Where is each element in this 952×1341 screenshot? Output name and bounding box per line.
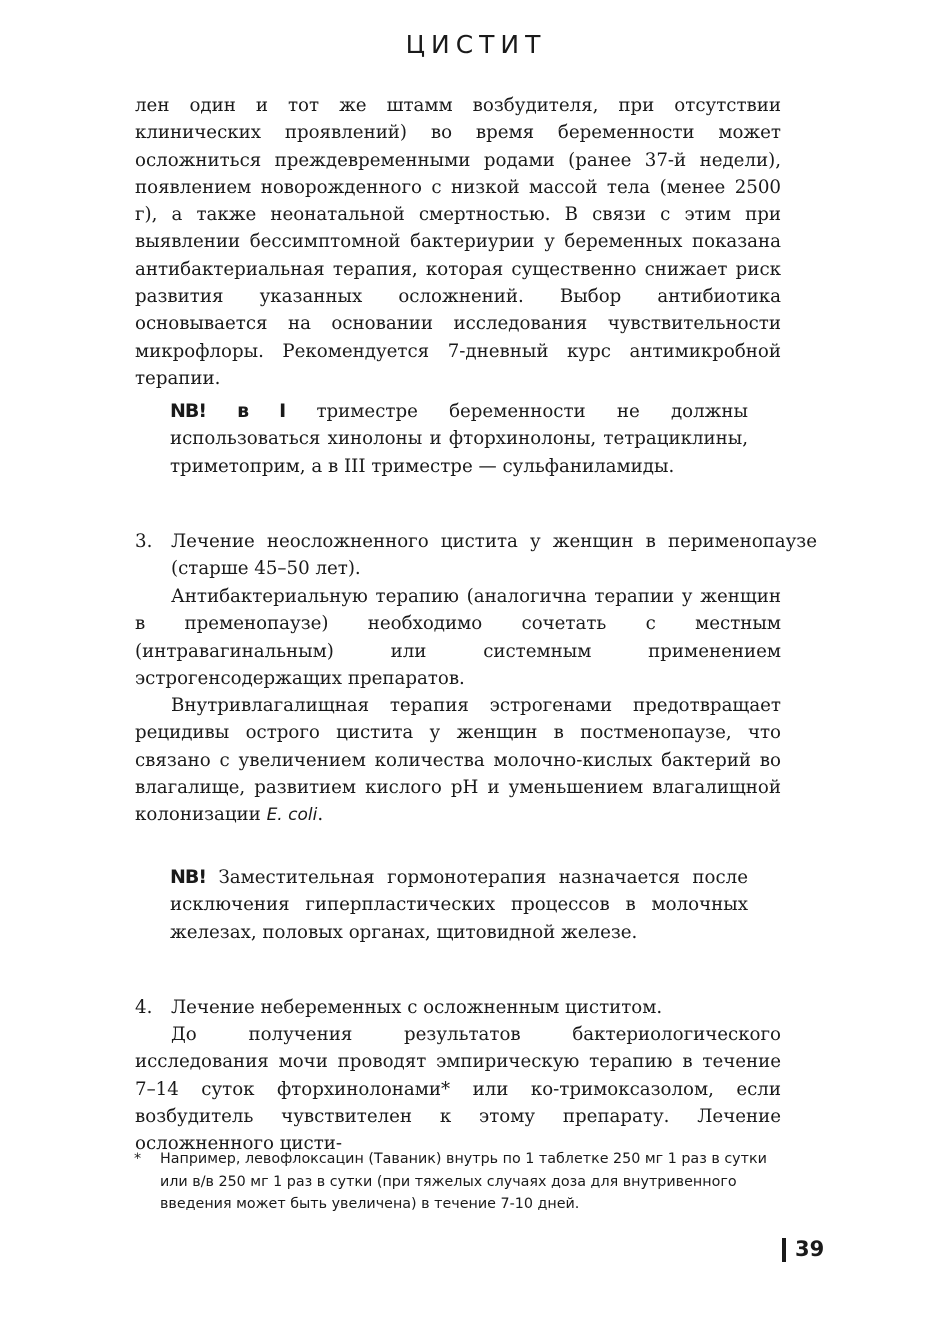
body-paragraph-3b-text: Внутривлагалищная терапия эстрогенами предотвращает рецидивы острого цистита у женщин в постменопаузе, что связано с увеличением количества молочно-кислых бактерий во влагалище, развитием кислого pH и уменьшением влагалищной колонизации (135, 695, 781, 826)
footnote-mark: * (134, 1151, 142, 1167)
list-heading-3: Лечение неосложненного цистита у женщин в перименопаузе (старше 45–50 лет). (171, 531, 817, 580)
page-number: 39 (795, 1237, 825, 1261)
list-item-3 (135, 528, 817, 583)
footnote (134, 1148, 784, 1216)
nb-text-2: Заместительная гормонотерапия назначается после исключения гиперпластических процессов в молочных железах, половых органах, щитовидной железе. (170, 867, 748, 943)
nb-note-2 (170, 864, 748, 946)
body-paragraph-3a: Антибактериальную терапию (аналогична терапии у женщин в пременопаузе) необходимо сочетать с местным (интравагинальным) или системным применением эстрогенсодержащих препаратов. (135, 586, 781, 689)
nb-label-2: NB! (170, 866, 207, 888)
list-number-3: 3. (135, 531, 153, 552)
list-heading-4: Лечение небеременных с осложненным циститом. (171, 997, 663, 1018)
list-number-4: 4. (135, 997, 153, 1018)
body-paragraph-1: лен один и тот же штамм возбудителя, при отсутствии клинических проявлений) во время беременности может осложниться преждевременными родами (ранее 37-й недели), появлением новорожденного с низкой массой тела (менее 2500 г), а также неонатальной смертностью. В связи с этим при выявлении бессимптомной бактериурии у беременных показана антибактериальная терапия, которая существенно снижает риск развития указанных осложнений. Выбор антибиотика основывается на основании исследования чувствительности микрофлоры. Рекомендуется 7-дневный курс антимикробной терапии. (135, 95, 781, 389)
body-paragraph-4: До получения результатов бактериологического исследования мочи проводят эмпирическую терапию в течение 7–14 суток фторхинолонами* или ко-тримоксазолом, если возбудитель чувствителен к этому препарату. Лечение осложненного цисти- (135, 1024, 781, 1155)
list-item-4 (135, 994, 817, 1021)
running-title: ЦИСТИТ (405, 30, 547, 59)
nb-label-1: NB! в I (170, 400, 286, 422)
nb-text-1: триместре беременности не должны использоваться хинолоны и фторхинолоны, тетрациклины, триметоприм, а в III триместре — сульфаниламиды. (170, 401, 749, 477)
body-paragraph-3b (135, 692, 781, 829)
folio-bar (782, 1238, 786, 1262)
nb-note-1 (170, 398, 748, 480)
footnote-text: Например, левофлоксацин (Таваник) внутрь по 1 таблетке 250 мг 1 раз в сутки или в/в 250 мг 1 раз в сутки (при тяжелых случаях доза для внутривенного введения может быть увеличена) в течение 7-10 дней. (160, 1151, 767, 1212)
species-name: E. coli (266, 805, 318, 826)
body-paragraph-3b-end: . (317, 804, 324, 826)
